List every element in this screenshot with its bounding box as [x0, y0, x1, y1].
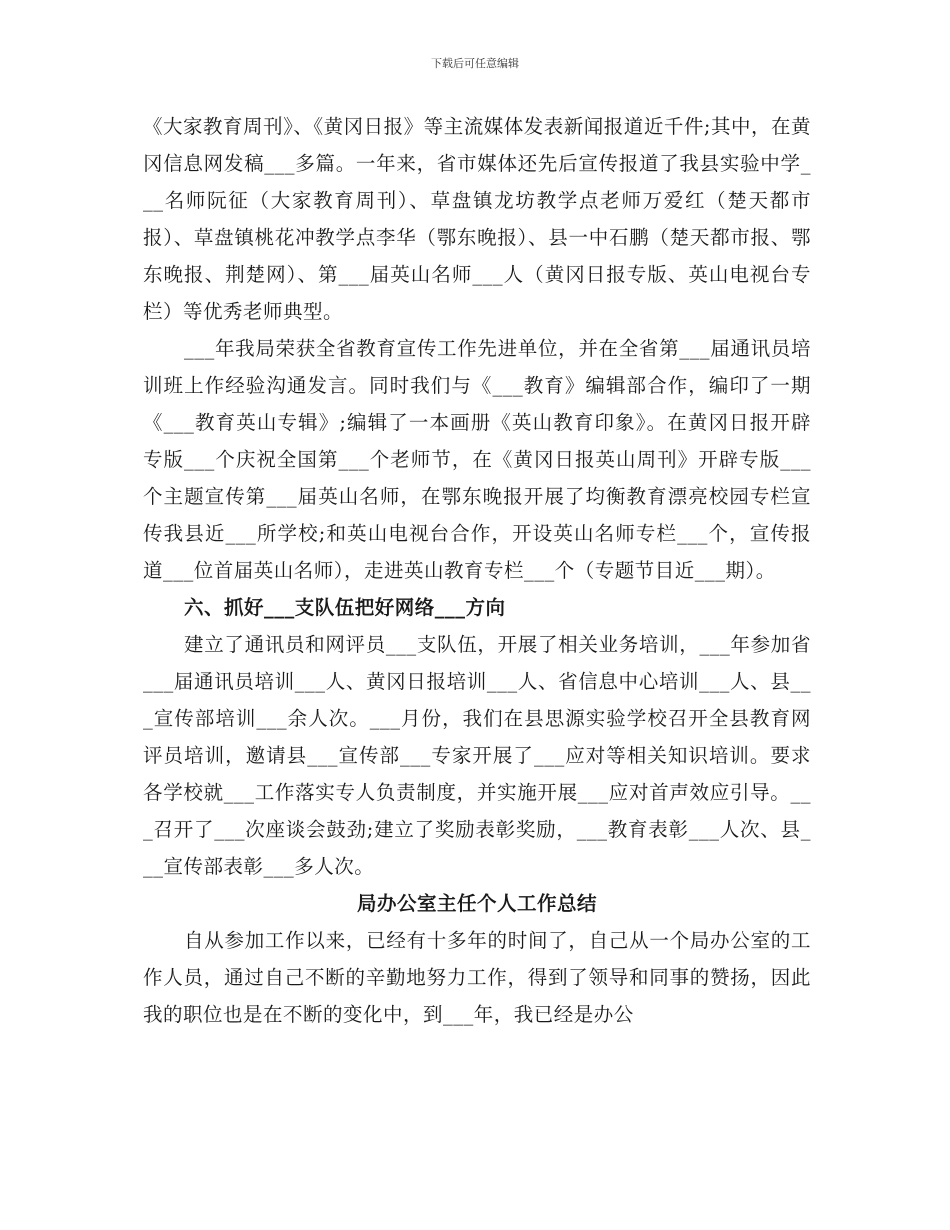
body-paragraph: 自从参加工作以来，已经有十多年的时间了，自己从一个局办公室的工作人员，通过自己不断的辛勤地努力工作，得到了领导和同事的赞扬，因此我的职位也是在不断的变化中，到___年，我已经是办公	[143, 929, 811, 1026]
document-body	[143, 108, 811, 1033]
body-paragraph: ___年我局荣获全省教育宣传工作先进单位，并在全省第___届通讯员培训班上作经验沟通发言。同时我们与《___教育》编辑部合作，编印了一期《___教育英山专辑》;编辑了一本画册《英山教育印象》。在黄冈日报开辟专版___个庆祝全国第___个老师节，在《黄冈日报英山周刊》开辟专版___个主题宣传第___届英山名师，在鄂东晚报开展了均衡教育漂亮校园专栏宣传我县近___所学校;和英山电视台合作，开设英山名师专栏___个，宣传报道___位首届英山名师），走进英山教育专栏___个（专题节目近___期）。	[143, 337, 811, 582]
body-paragraph: 建立了通讯员和网评员___支队伍，开展了相关业务培训，___年参加省___届通讯员培训___人、黄冈日报培训___人、省信息中心培训___人、县___宣传部培训___余人次。___月份，我们在县思源实验学校召开全县教育网评员培训，邀请县___宣传部___专家开展了___应对等相关知识培训。要求各学校就___工作落实专人负责制度，并实施开展___应对首声效应引导。___召开了___次座谈会鼓劲;建立了奖励表彰奖励，___教育表彰___人次、县___宣传部表彰___多人次。	[143, 633, 811, 878]
document-title: 局办公室主任个人工作总结	[356, 892, 597, 915]
section-heading: 六、抓好___支队伍把好网络___方向	[184, 596, 506, 619]
page-header-note: 下载后可任意编辑	[431, 57, 519, 70]
body-paragraph: 《大家教育周刊》、《黄冈日报》等主流媒体发表新闻报道近千件;其中，在黄冈信息网发稿___多篇。一年来，省市媒体还先后宣传报道了我县实验中学___名师阮征（大家教育周刊）、草盘镇龙坊教学点老师万爱红（楚天都市报）、草盘镇桃花冲教学点李华（鄂东晚报）、县一中石鹏（楚天都市报、鄂东晚报、荆楚网）、第___届英山名师___人（黄冈日报专版、英山电视台专栏）等优秀老师典型。	[143, 115, 811, 323]
